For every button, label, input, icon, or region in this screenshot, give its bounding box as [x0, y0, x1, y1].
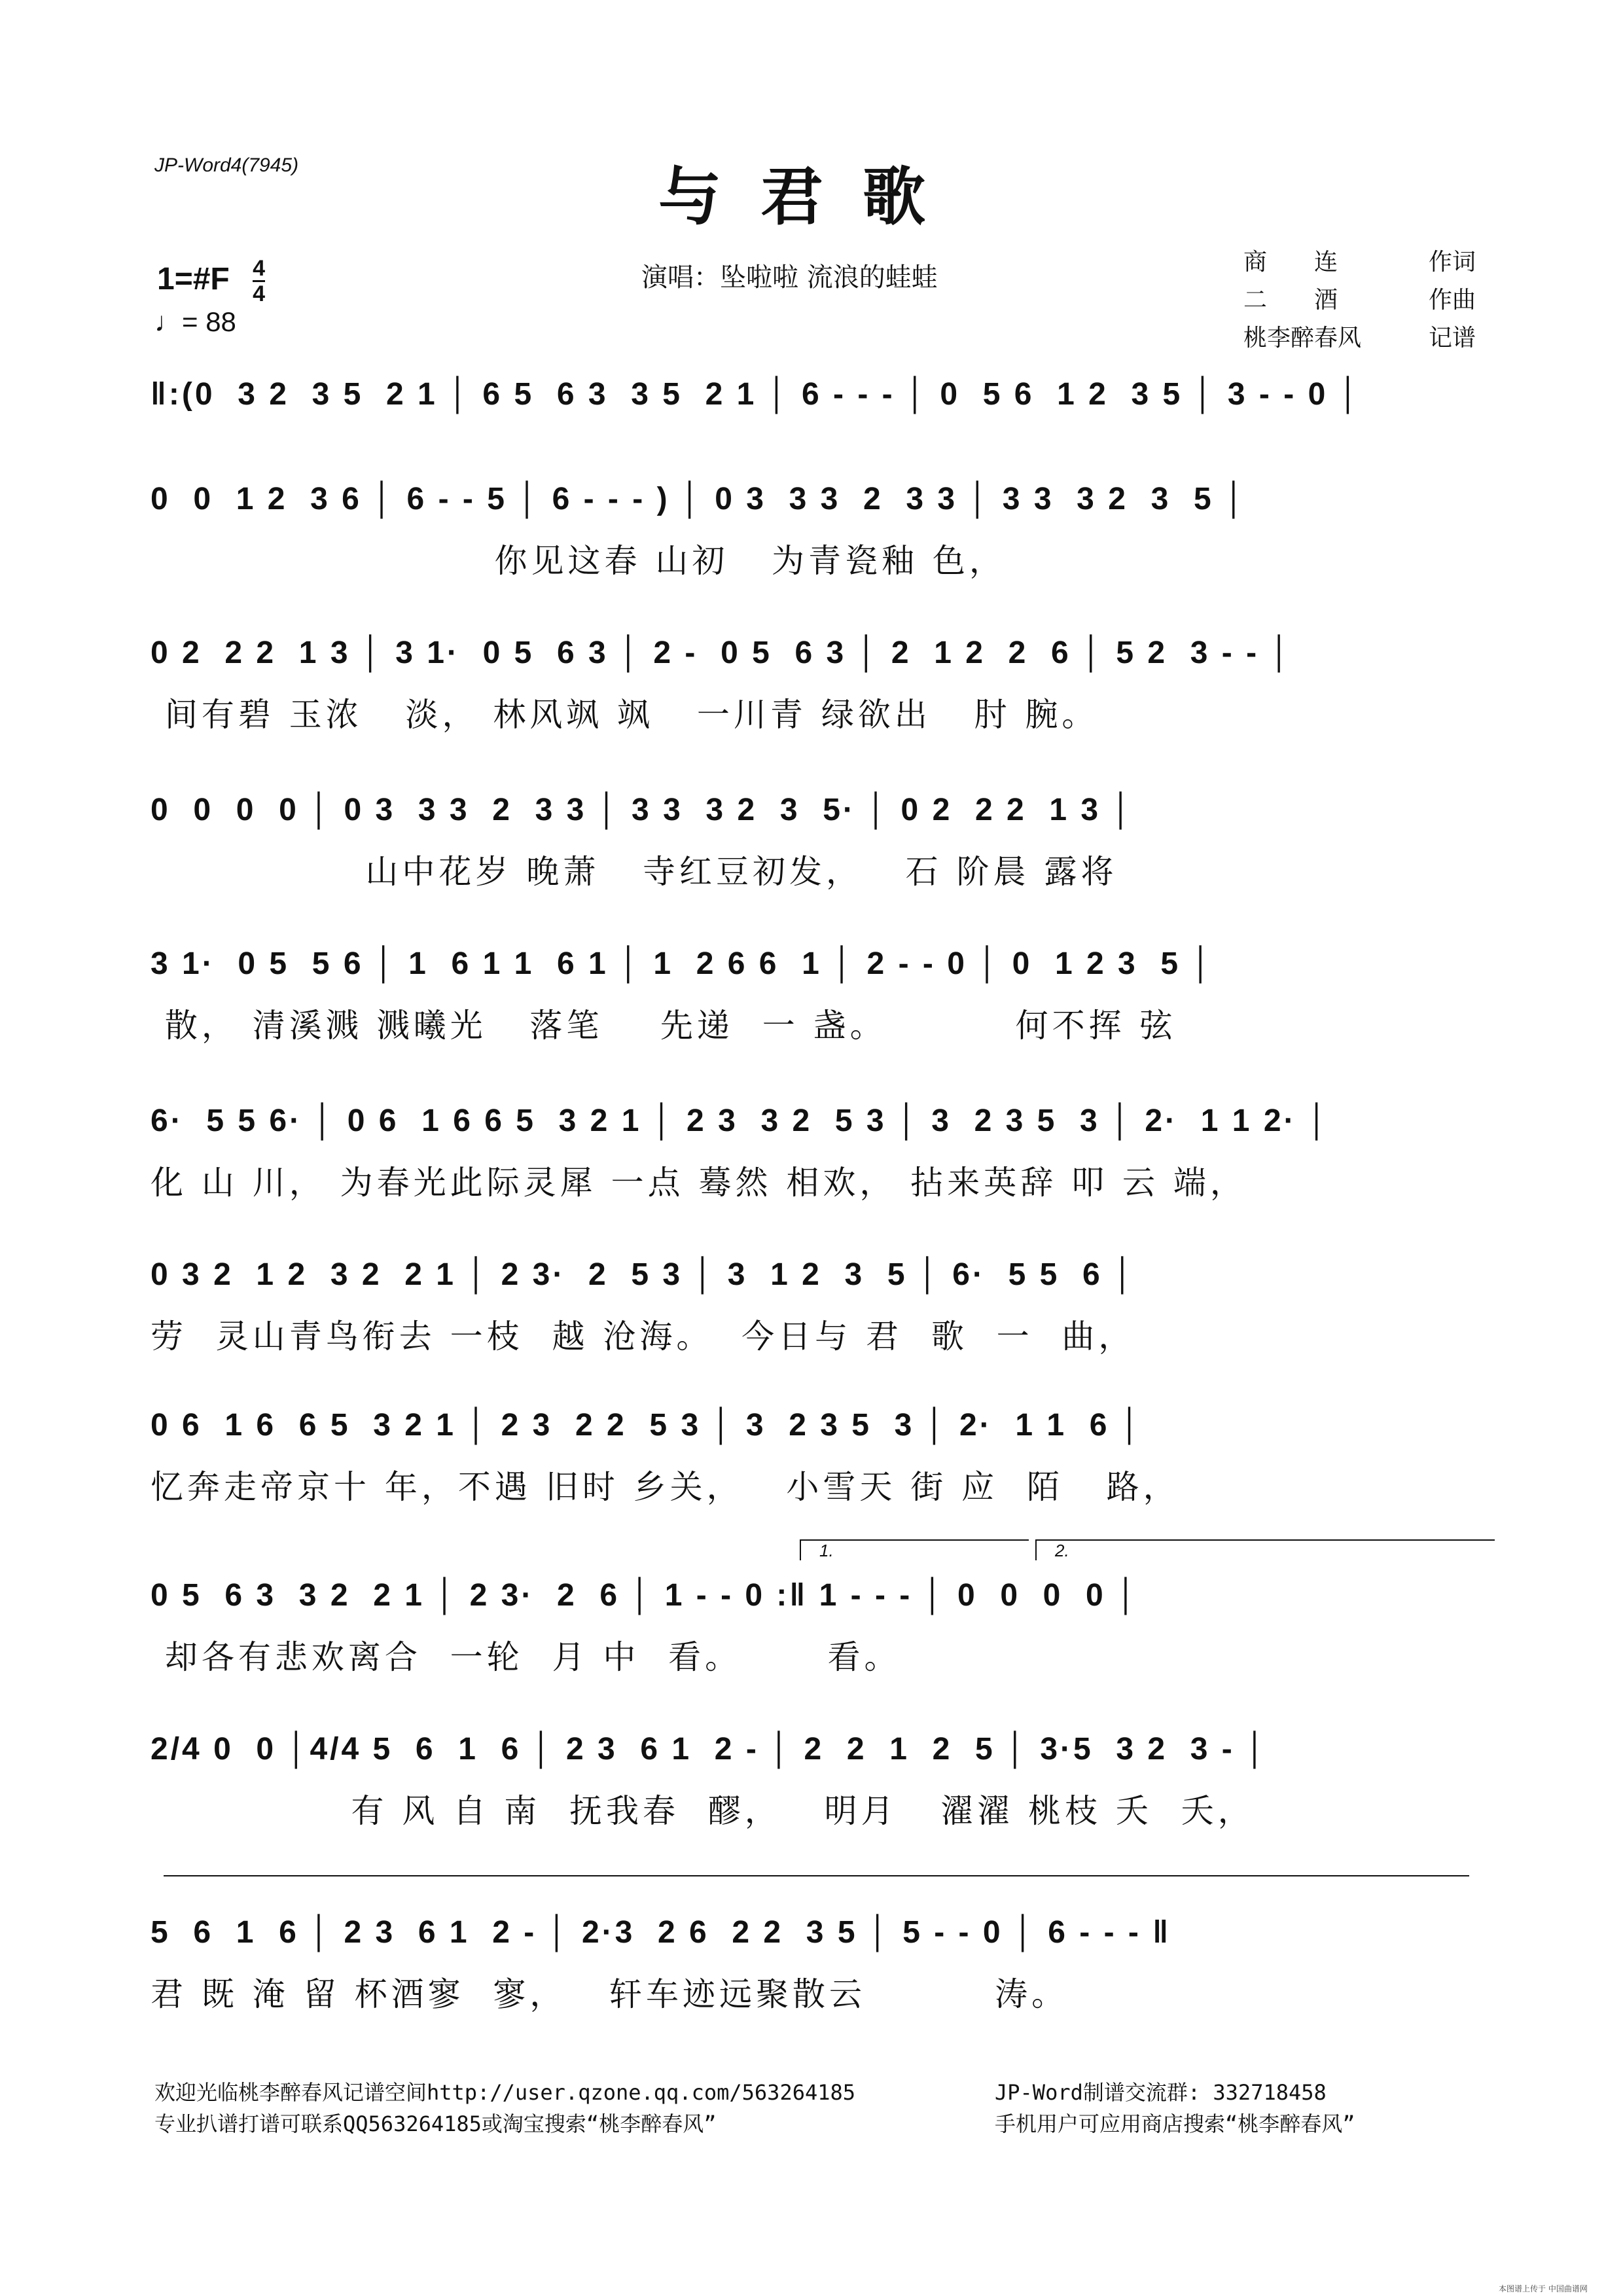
- notation-line: 6· 5 5 6· │ 0 6 1 6 6 5 3 2 1 │ 2 3 3 2 5 3 │ 3 2 3 5 3 │ 2· 1 1 2· │: [151, 1103, 1330, 1138]
- credits-block: [1243, 243, 1476, 357]
- lyric-line: 却各有悲欢离合 一轮 月 中 看。 看。: [151, 1638, 901, 1676]
- key-label: 1=#F: [157, 262, 230, 297]
- site-watermark: 本图谱上传于 中国曲谱网: [1499, 2284, 1588, 2293]
- software-label: JP-Word4(7945): [154, 154, 299, 176]
- footer-app-hint: 手机用户可应用商店搜索“桃李醉春风”: [995, 2111, 1355, 2136]
- lyric-line: 化 山 川， 为春光此际灵犀 一点 蓦然 相欢， 拈来英辞 叩 云 端，: [151, 1164, 1247, 1202]
- time-sig-denominator: 4: [253, 281, 266, 306]
- notation-line: 0 6 1 6 6 5 3 2 1 │ 2 3 2 2 5 3 │ 3 2 3 5 3 │ 2· 1 1 6 │: [151, 1408, 1143, 1443]
- lyric-line: 君 既 淹 留 杯酒寥 寥， 轩车迹远聚散云 涛。: [151, 1975, 1069, 2013]
- credit-transcriber: [1243, 319, 1476, 357]
- notation-line: 0 5 6 3 3 2 2 1 │ 2 3· 2 6 │ 1 - - 0 :‖ 1 - - - │ 0 0 0 0 │: [151, 1578, 1140, 1613]
- singer-line: 演唱：坠啦啦 流浪的蛙蛙: [641, 262, 938, 293]
- footer-contact: 专业扒谱打谱可联系QQ563264185或淘宝搜索“桃李醉春风”: [154, 2111, 717, 2136]
- credit-composer: [1243, 281, 1476, 319]
- time-signature: [253, 257, 265, 306]
- footer-group: JP-Word制谱交流群: 332718458: [995, 2080, 1327, 2105]
- notation-line: 0 3 2 1 2 3 2 2 1 │ 2 3· 2 5 3 │ 3 1 2 3 5 │ 6· 5 5 6 │: [151, 1257, 1137, 1292]
- lyric-line: 山中花岁 晚萧 寺红豆初发， 石 阶晨 露将: [151, 853, 1118, 891]
- volta-second-ending: 2.: [1035, 1539, 1495, 1560]
- notation-line: 5 6 1 6 │ 2 3 6 1 2 - │ 2·3 2 6 2 2 3 5 │ 5 - - 0 │ 6 - - - ‖: [151, 1915, 1171, 1950]
- notation-line: 0 2 2 2 1 3 │ 3 1· 0 5 6 3 │ 2 - 0 5 6 3 │ 2 1 2 2 6 │ 5 2 3 - - │: [151, 636, 1293, 670]
- lyric-line: 劳 灵山青鸟衔去 一枝 越 沧海。 今日与 君 歌 一 曲，: [151, 1318, 1135, 1355]
- volta-first-ending: 1.: [800, 1539, 1029, 1560]
- coda-bracket-line: [164, 1875, 1469, 1876]
- credit-role: 作词: [1428, 249, 1476, 276]
- tempo-marking: ♩= 88: [154, 306, 236, 337]
- footer-website: 欢迎光临桃李醉春风记谱空间http://user.qzone.qq.com/563264185: [154, 2080, 856, 2105]
- time-sig-numerator: 4: [253, 256, 266, 281]
- lyric-line: 有 风 自 南 抚我春 醪， 明月 濯濯 桃枝 夭 夭，: [151, 1792, 1255, 1830]
- credit-role: 记谱: [1428, 325, 1476, 351]
- credit-lyricist: [1243, 243, 1476, 281]
- lyric-line: 忆奔走帝京十 年，不遇 旧时 乡关， 小雪天 街 应 陌 路，: [151, 1468, 1180, 1506]
- credit-name: 商 连: [1243, 249, 1338, 276]
- credit-role: 作曲: [1428, 287, 1476, 314]
- song-title: 与君歌: [658, 160, 965, 234]
- notation-line: 2/4 0 0 │4/4 5 6 1 6 │ 2 3 6 1 2 - │ 2 2 1 2 5 │ 3·5 3 2 3 - │: [151, 1732, 1269, 1767]
- lyric-line: 散， 清溪溅 溅曦光 落笔 先递 一 盏。 何不挥 弦: [151, 1007, 1177, 1045]
- key-signature: [157, 257, 265, 306]
- notation-line: 0 0 1 2 3 6 │ 6 - - 5 │ 6 - - - ) │ 0 3 3 3 2 3 3 │ 3 3 3 2 3 5 │: [151, 482, 1247, 516]
- lyric-line: 你见这春 山初 为青瓷釉 色，: [151, 542, 1006, 580]
- lyric-line: 间有碧 玉浓 淡， 林风飒 飒 一川青 绿欲出 肘 腕。: [151, 696, 1099, 734]
- notation-line: ‖:(0 3 2 3 5 2 1 │ 6 5 6 3 3 5 2 1 │ 6 - - - │ 0 5 6 1 2 3 5 │ 3 - - 0 │: [151, 377, 1362, 412]
- credit-name: 二 酒: [1243, 287, 1338, 314]
- credit-name: 桃李醉春风: [1243, 325, 1362, 351]
- notation-line: 0 0 0 0 │ 0 3 3 3 2 3 3 │ 3 3 3 2 3 5· │ 0 2 2 2 1 3 │: [151, 793, 1135, 827]
- notation-line: 3 1· 0 5 5 6 │ 1 6 1 1 6 1 │ 1 2 6 6 1 │ 2 - - 0 │ 0 1 2 3 5 │: [151, 946, 1215, 981]
